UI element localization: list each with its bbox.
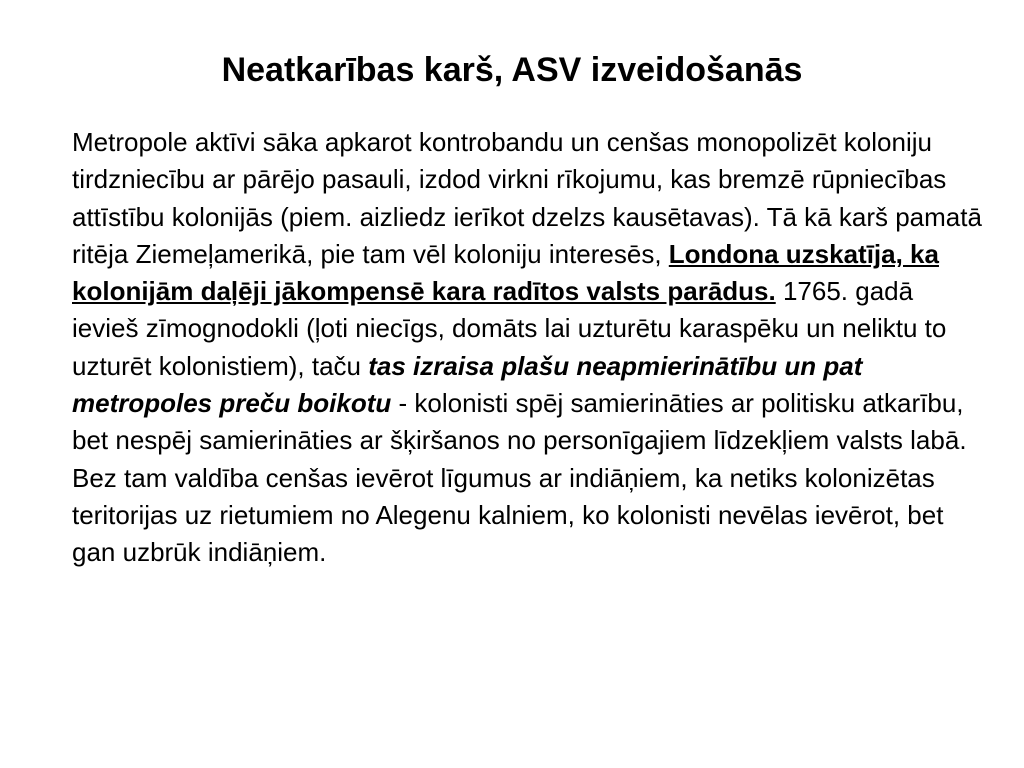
- slide-body-paragraph: [72, 124, 982, 572]
- body-emphasis-italic: tas izraisa plašu neapmierinātību un pat metropoles preču boikotu: [72, 350, 863, 419]
- slide-title: Neatkarības karš, ASV izveidošanās: [221, 51, 803, 89]
- body-text-part-2: 1765. gadā ievieš zīmognodokli (ļoti niecīgs, domāts lai uzturētu karaspēku un neliktu to uzturēt kolonistiem), taču: [72, 276, 947, 381]
- body-text-part-3: - kolonisti spēj samierināties ar politisku atkarību, bet nespēj samierināties ar šķiršanos no personīgajiem līdzekļiem valsts labā. Bez tam valdība cenšas ievērot līgumus ar indiāņiem, ka netiks kolonizētas teritorijas uz rietumiem no Alegenu kalniem, ko kolonisti nevēlas ievērot, bet gan uzbrūk indiāņiem.: [72, 388, 967, 568]
- body-text-part-1: Metropole aktīvi sāka apkarot kontrobandu un cenšas monopolizēt koloniju tirdzniecību ar pārējo pasauli, izdod virkni rīkojumu, kas bremzē rūpniecības attīstību kolonijās (piem. aizliedz ierīkot dzelzs kausētavas). Tā kā karš pamatā ritēja Ziemeļamerikā, pie tam vēl koloniju interesēs,: [72, 127, 982, 269]
- body-emphasis-underlined: Londona uzskatīja, ka kolonijām daļēji jākompensē kara radītos valsts parādus.: [72, 238, 939, 307]
